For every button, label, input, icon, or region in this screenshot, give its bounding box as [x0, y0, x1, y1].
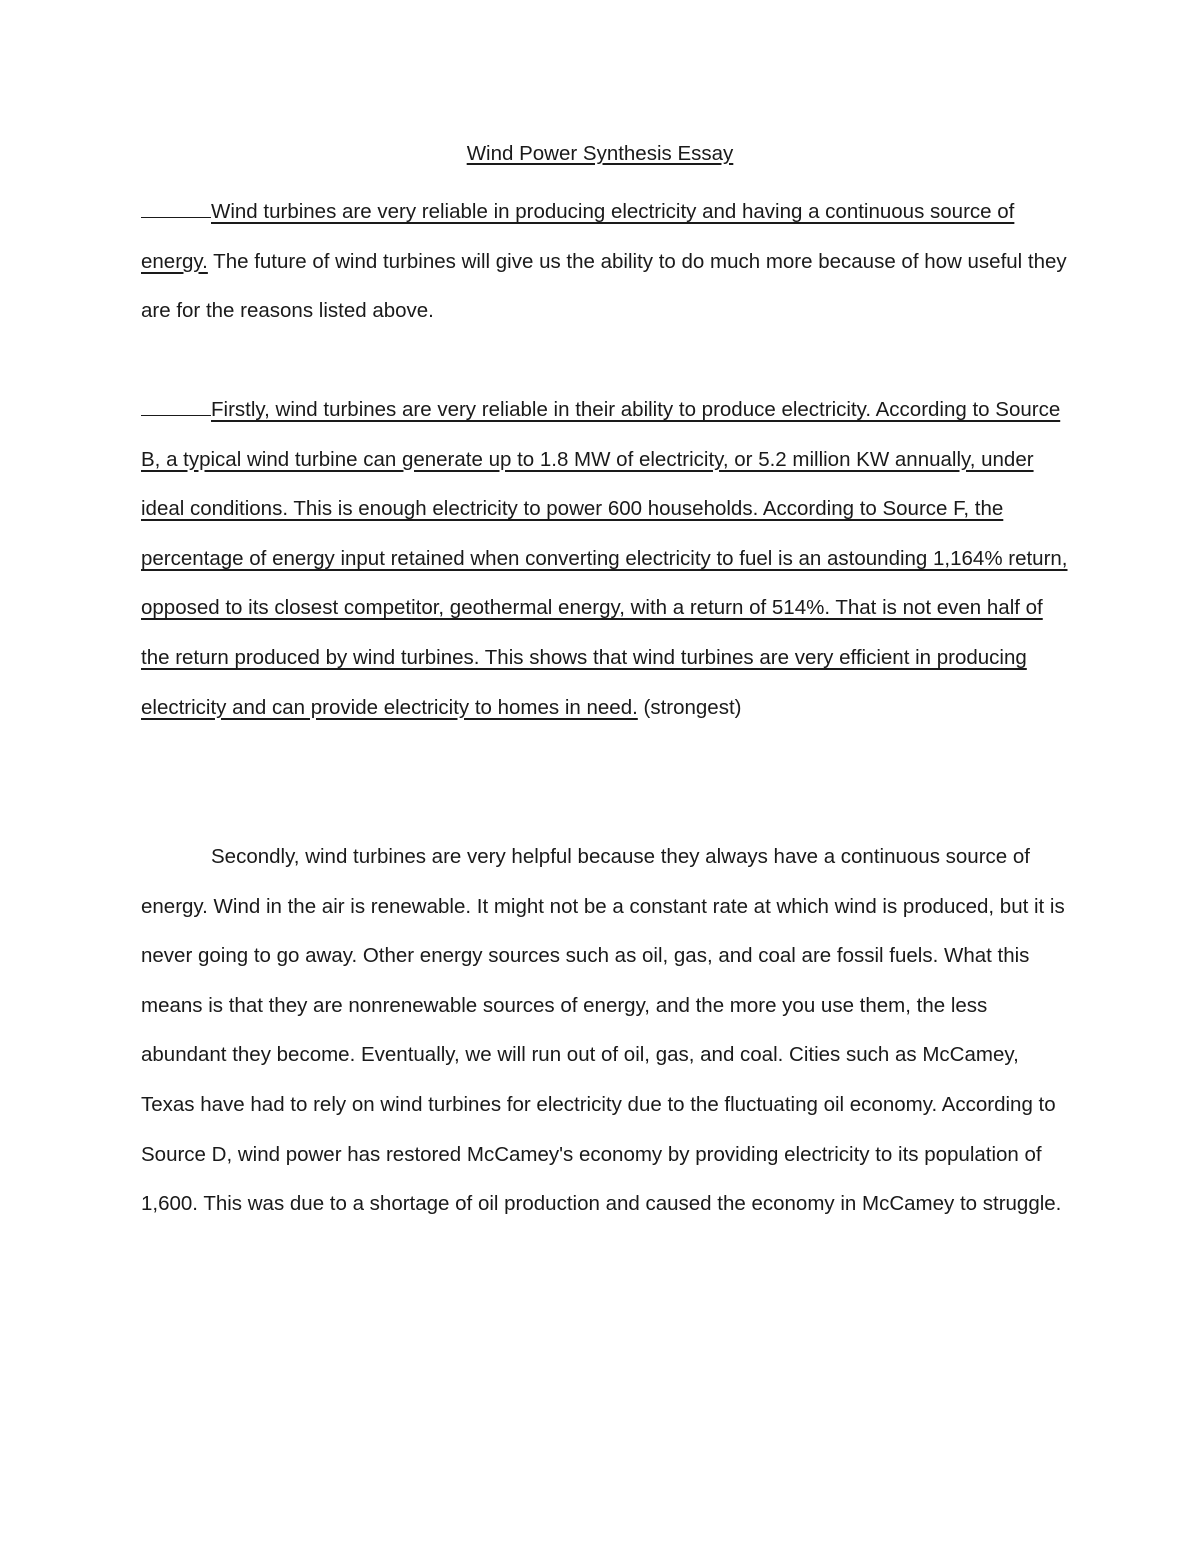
intro-rest: The future of wind turbines will give us the ability to do much more because of how useful they are for the reasons listed above.	[141, 249, 1067, 323]
essay-title: Wind Power Synthesis Essay	[466, 142, 734, 165]
paragraph-firstly	[141, 385, 1071, 732]
underlined-indent	[141, 203, 211, 218]
paragraph-introduction	[141, 187, 1071, 336]
underlined-indent	[141, 401, 211, 416]
paragraph-secondly	[141, 832, 1071, 1229]
thesis-underlined: Wind turbines are very reliable in producing electricity and having a continuous source of energy.	[141, 200, 1015, 273]
secondly-text: Secondly, wind turbines are very helpful because they always have a continuous source of energy. Wind in the air is renewable. It might not be a constant rate at which wind is produced, but it is never going to go away. Other energy sources such as oil, gas, and coal are fossil fuels. What this means is that they are nonrenewable sources of energy, and the more you use them, the less abundant they become. Eventually, we will run out of oil, gas, and coal. Cities such as McCamey, Texas have had to rely on wind turbines for electricity due to the fluctuating oil economy. According to Source D, wind power has restored McCamey's economy by providing electricity to its population of 1,600. This was due to a shortage of oil production and caused the economy in McCamey to struggle.	[141, 845, 1065, 1216]
firstly-underlined: Firstly, wind turbines are very reliable in their ability to produce electricity. According to Source B, a typical wind turbine can generate up to 1.8 MW of electricity, or 5.2 million KW annually, under ideal conditions. This is enough electricity to power 600 households. According to Source F, the percentage of energy input retained when converting electricity to fuel is an astounding 1,164% return, opposed to its closest competitor, geothermal energy, with a return of 514%. That is not even half of the return produced by wind turbines. This shows that wind turbines are very efficient in producing electricity and can provide electricity to homes in need.	[141, 398, 1068, 719]
strongest-note: (strongest)	[637, 695, 742, 719]
